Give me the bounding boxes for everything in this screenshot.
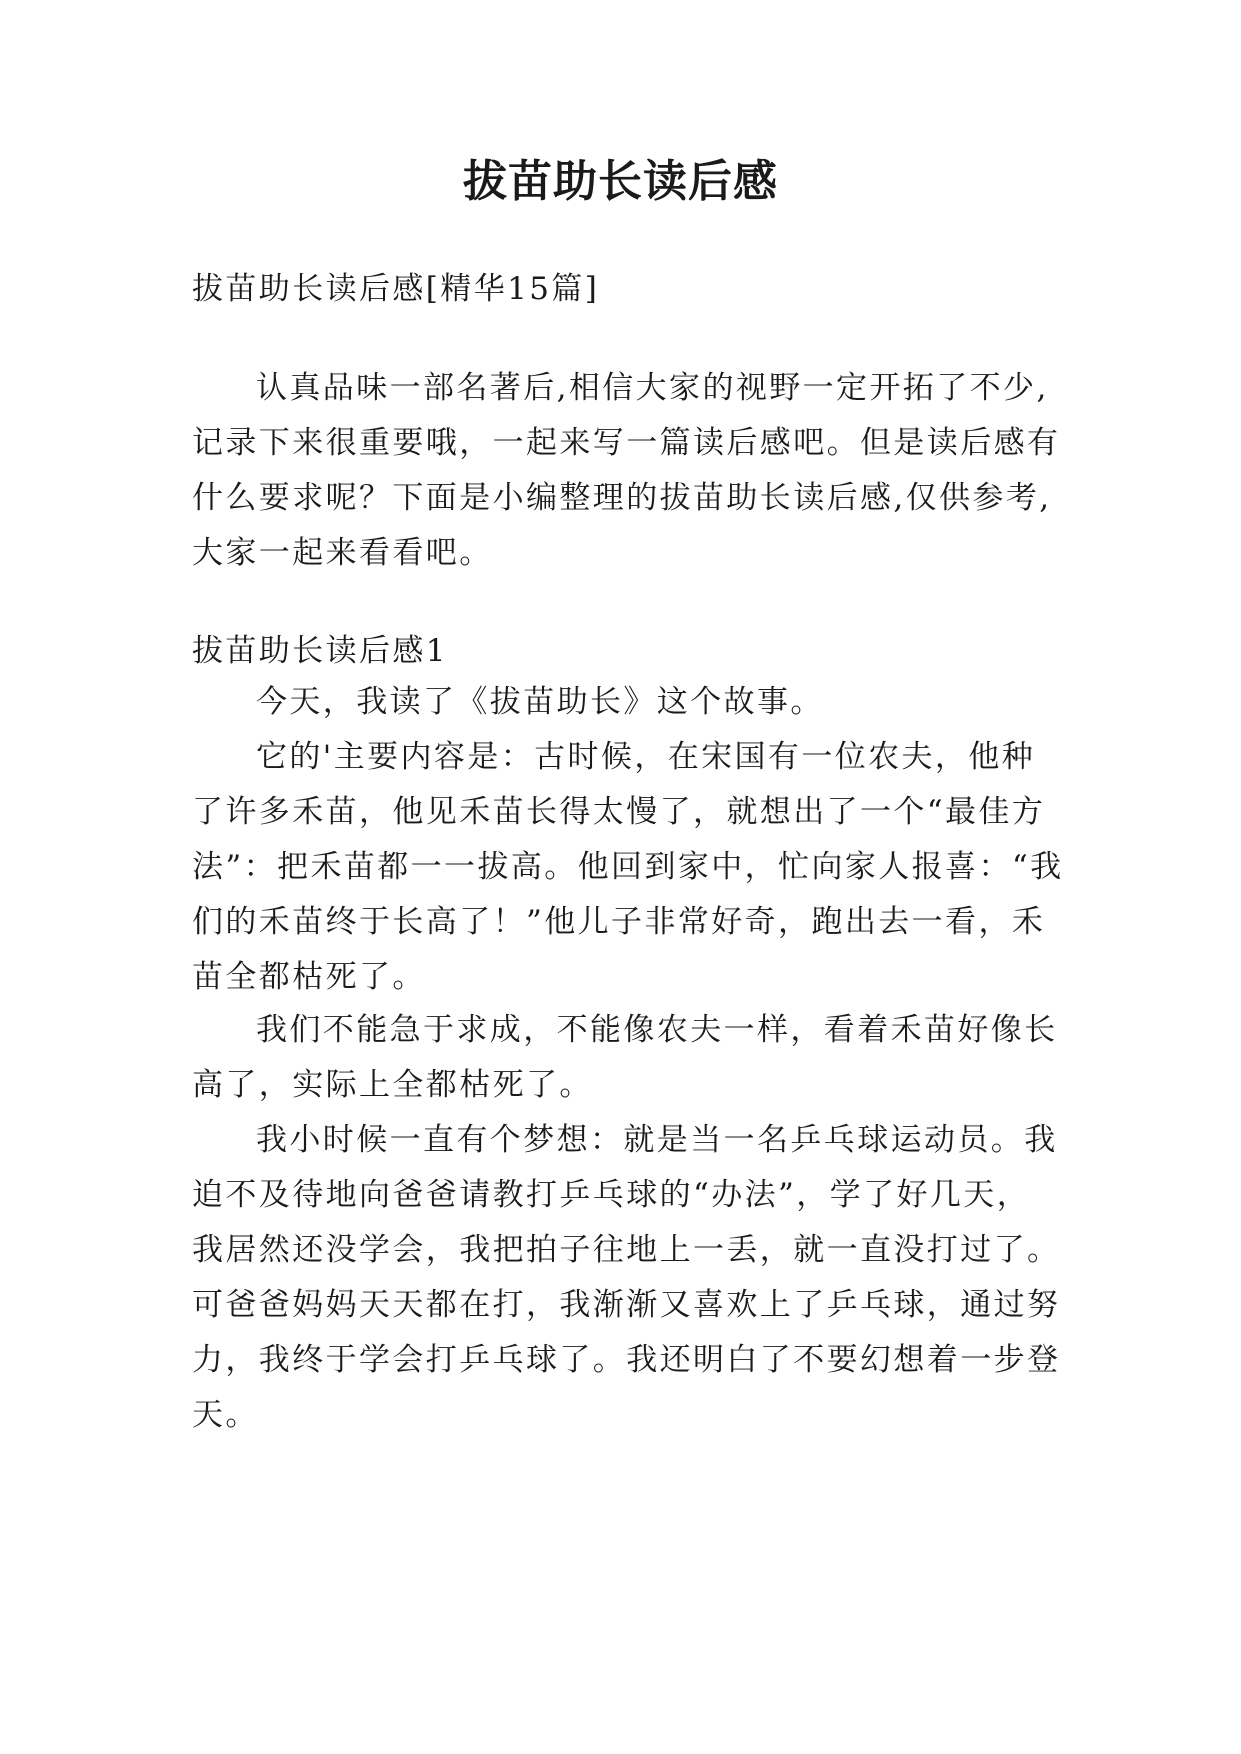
paragraph-line: 们的禾苗终于长高了！”他儿子非常好奇，跑出去一看，禾: [192, 904, 1046, 940]
paragraph-line: 苗全都枯死了。: [192, 959, 426, 995]
document-title: 拔苗助长读后感: [463, 156, 778, 207]
paragraph-line: 了许多禾苗，他见禾苗长得太慢了，就想出了一个“最佳方: [192, 794, 1046, 830]
paragraph-line: 我小时候一直有个梦想：就是当一名乒乓球运动员。我: [256, 1122, 1058, 1158]
intro-line: 大家一起来看看吧。: [192, 535, 493, 571]
paragraph-line: 天。: [192, 1397, 259, 1433]
paragraph-line: 迫不及待地向爸爸请教打乒乓球的“办法”，学了好几天，: [192, 1177, 1031, 1213]
intro-line: 记录下来很重要哦，一起来写一篇读后感吧。但是读后感有: [192, 425, 1061, 461]
section-heading: 拔苗助长读后感1: [192, 633, 448, 669]
document-subtitle: 拔苗助长读后感[精华15篇]: [192, 271, 600, 307]
paragraph-line: 力，我终于学会打乒乓球了。我还明白了不要幻想着一步登: [192, 1342, 1061, 1378]
paragraph-line: 法”：把禾苗都一一拔高。他回到家中，忙向家人报喜：“我: [192, 849, 1064, 885]
paragraph-line: 我们不能急于求成，不能像农夫一样，看着禾苗好像长: [256, 1012, 1058, 1048]
paragraph-line: 可爸爸妈妈天天都在打，我渐渐又喜欢上了乒乓球，通过努: [192, 1287, 1061, 1323]
paragraph-line: 今天，我读了《拔苗助长》这个故事。: [256, 684, 824, 720]
paragraph-line: 高了，实际上全都枯死了。: [192, 1067, 593, 1103]
intro-line: 什么要求呢？下面是小编整理的拔苗助长读后感,仅供参考,: [192, 480, 1052, 516]
paragraph-line: 我居然还没学会，我把拍子往地上一丢，就一直没打过了。: [192, 1232, 1061, 1268]
intro-line: 认真品味一部名著后,相信大家的视野一定开拓了不少,: [256, 370, 1049, 406]
paragraph-line: 它的'主要内容是：古时候，在宋国有一位农夫，他种: [256, 739, 1036, 775]
